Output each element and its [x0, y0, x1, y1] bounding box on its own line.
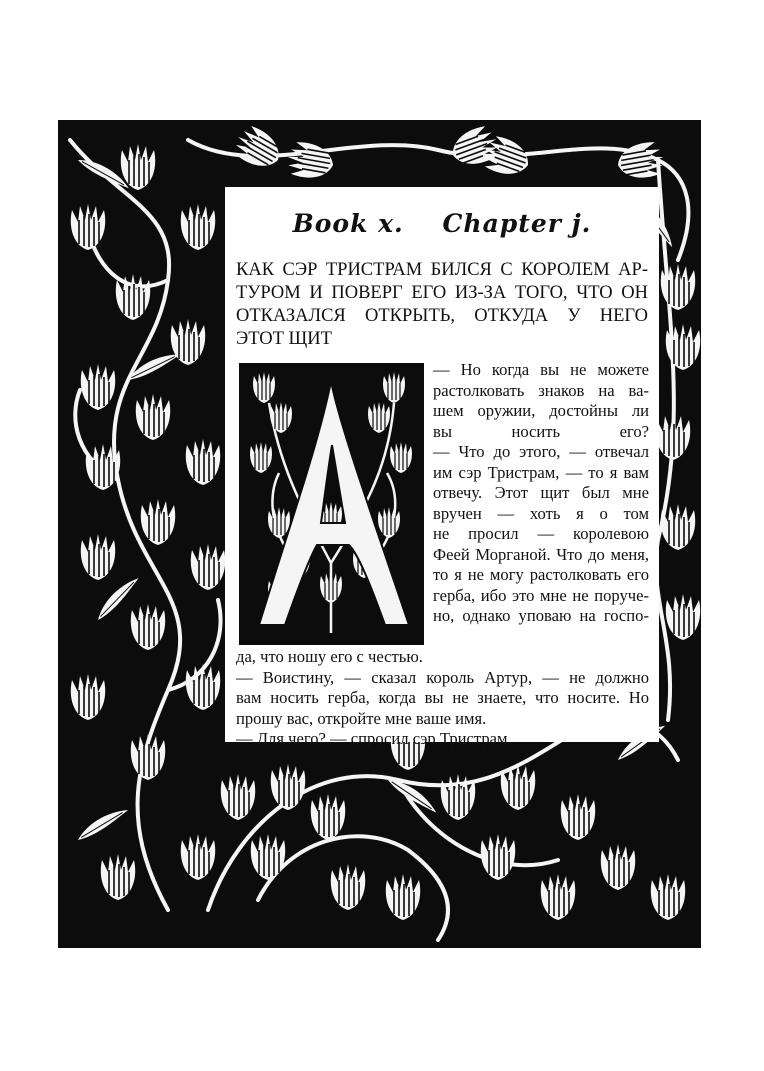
text-line: Феей Морганой. Что до меня,: [433, 544, 649, 564]
text-line: — Но когда вы не можете: [433, 360, 649, 379]
heading-line: ЭТОТ ЩИТ: [236, 329, 332, 349]
chapter-title: Book x. Chapter j.: [292, 209, 592, 238]
text-line: — Воистину, — сказал король Артур, — не должно: [236, 667, 649, 687]
chapter-heading: [236, 259, 648, 351]
text-line: то я не могу растолковать его: [433, 565, 649, 584]
text-line: шем оружии, достойны ли: [433, 401, 649, 420]
text-line: вам носить герба, когда вы не знаете, что носите. Но: [236, 688, 649, 707]
heading-line: КАК СЭР ТРИСТРАМ БИЛСЯ С КОРОЛЕМ АР-: [236, 260, 648, 280]
heading-line: ТУРОМ И ПОВЕРГ ЕГО ИЗ-ЗА ТОГО, ЧТО ОН: [236, 283, 648, 303]
text-line: да, что ношу его с честью.: [236, 647, 423, 666]
text-line: им сэр Тристрам, — то я вам: [433, 462, 649, 482]
text-line: не просил — королевою: [433, 524, 649, 543]
text-line: но, однако уповаю на госпо-: [433, 606, 649, 625]
paragraph-beside-initial: [433, 360, 649, 627]
text-line: растолковать знаков на ва-: [433, 380, 649, 400]
text-line: прошу вас, откройте мне ваше имя.: [236, 708, 487, 728]
text-panel: [225, 187, 659, 748]
text-line: — Что до этого, — отвечал: [433, 442, 649, 461]
heading-line: ОТКАЗАЛСЯ ОТКРЫТЬ, ОТКУДА У НЕГО: [236, 306, 648, 326]
text-line: герба, ибо это мне не поруче-: [433, 585, 649, 605]
drop-cap-illumination: [239, 363, 424, 645]
drop-cap-letter-icon: [239, 363, 424, 645]
text-line: вручен — хоть я о том: [433, 503, 649, 523]
text-line: — Для чего? — спросил сэр Тристрам.: [236, 729, 512, 748]
text-line: вы носить его?: [433, 421, 649, 441]
paragraph-full-width: [236, 647, 649, 750]
text-line: отвечу. Этот щит был мне: [433, 483, 649, 502]
